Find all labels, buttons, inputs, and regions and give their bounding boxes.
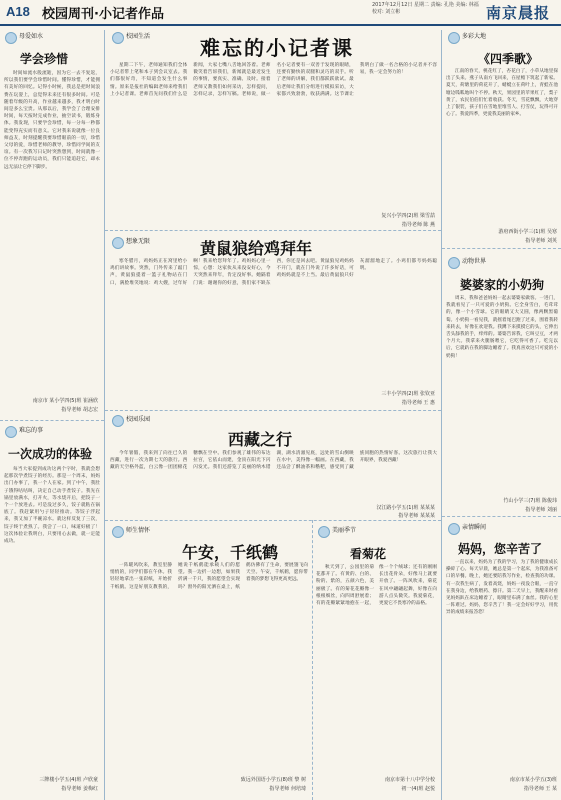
article-author: 南京市 某小学四(5)班 崔涵欣 [32, 398, 98, 404]
tag-label: 动物世界 [462, 258, 487, 265]
tag-circle-icon [112, 32, 124, 44]
column-rule [104, 30, 105, 800]
article-paragraph: 每当大家提到成功这两个字时，我就会想起那次学煮饺子的经历。那是一个周末，妈妈出门办事了，我一个人在家。到了中午，我肚子饿得咕咕叫，决定自己动手煮饺子。我先在锅里放满水，打开火，等水烧开后，把饺子一个一个放进去。可是没过多久，饺子就粘在锅底了。我赶紧用勺子轻轻推动。等饺子浮起来，我又加了半碗凉水。就这样反复了三次，饺子终于煮熟了。我尝了一口，味道好极了！这次体验让我明白，只要用心去做，就一定能成功。 [4, 467, 100, 545]
article-title-main: 难忘的小记者课 [200, 36, 354, 60]
article-teacher: 指导老师 何培琦 [269, 786, 306, 792]
tag-circle-icon [318, 526, 330, 538]
article-teacher: 指导老师 陈 燕 [401, 222, 435, 228]
article-paragraph: 今年暑假，我来到了向往已久的西藏，进行一次为期七天的旅行。西藏的天空格外蓝，白云像一团团棉花糖飘在空中。我们参观了雄伟的布达拉宫，它依山而建，金顶在阳光下闪闪发光。我们还游览了美丽的纳木错湖，湖水清澈见底，远处的雪山倒映在水中，美得像一幅画。在西藏，我还品尝了酥油茶和糌粑，感受到了藏族同胞的热情好客。这次旅行让我大开眼界，我爱西藏！ [110, 451, 437, 471]
article-teacher: 指导老师 王 惠 [401, 400, 435, 406]
article-paragraph: 一阵暖风吹来，教室里静悄悄的，同学们都在午休。我轻轻地拿出一张彩纸，开始折千纸鹤。这是好朋友教我的，她说千纸鹤能承载人们的愿望。我一边折一边想，如果我折满一千只，我的愿望会实现吗？窗外的阳光洒在桌上，纸鹤仿佛有了生命，要展翅飞向天空。午安，千纸鹤，愿你带着我的梦想飞得更高更远。 [110, 563, 308, 590]
tag-mother-love [3, 31, 43, 43]
article-teacher: 指导老师 刘丽 [525, 507, 557, 513]
tag-label: 校园生活 [126, 33, 151, 40]
article-paragraph: 江南的春天，桃花红了，杏花白了，小草从地里探出了头来。燕子从南方飞回来，在屋檐下筑起了新家。夏天，荷塘里的荷花开了，蜻蜓立在荷叶上，青蛙在池塘边呱呱地叫个不停。秋天，果园里的苹果红了，梨子黄了，农民伯伯们忙着收获。冬天，雪花飘飘，大地穿上了银装，孩子们在雪地里堆雪人、打雪仗，玩得可开心了。我爱四季，更爱我美丽的家乡。 [446, 69, 558, 118]
article-author: 南京市某小学五(3)班 [509, 777, 557, 783]
tag-imagination [110, 236, 150, 248]
article-paragraph: 寒冬腊月，鸡妈妈正在窝里给小鸡们讲故事。突然，门外传来了敲门声，黄鼠狼提着一篮子礼物站在门口，满脸堆笑地说：鸡大嫂，过年好啊！我来给您拜年了。鸡妈妈心里一惊，心想：这家伙从来没安好心，今天突然来拜年，肯定没好事。她隔着门说：谢谢你的好意，我们家不缺东西，你还是回去吧。黄鼠狼见鸡妈妈不开门，就在门外说了许多好话，可鸡妈妈就是不上当。最后黄鼠狼只好灰溜溜地走了。小鸡们都夸妈妈聪明。 [110, 259, 437, 286]
section-divider [442, 248, 561, 249]
tag-circle-icon [112, 237, 124, 249]
section-divider [105, 520, 441, 521]
article-author: 汉江路小学五(1)班 某某某 [376, 505, 435, 511]
article-author: 三丰小学四(2)班 张钦亚 [381, 391, 435, 397]
article-paragraph: 秋天到了，公园里的菊花都开了。有黄的、白的、粉的、紫的，五颜六色，美丽极了。有的菊花花瓣像一根根细丝，向四周舒展着；有的花瓣紧紧地抱在一起，像一个个绒球；还有的刚刚长出花骨朵，好像马上就要开放了。一阵风吹来，菊花在风中翩翩起舞，好像在向游人点头微笑。我爱菊花，更爱它不畏寒冷的品格。 [316, 565, 437, 607]
article-body [110, 62, 437, 210]
tag-label: 校园乐园 [126, 416, 151, 423]
article-title: 黄鼠狼给鸡拜年 [200, 239, 313, 258]
article-title: 妈妈，您辛苦了 [458, 542, 543, 556]
tag-growth [3, 425, 43, 437]
article-teacher: 指导老师 王 某 [523, 786, 557, 792]
tag-label: 母爱如水 [19, 33, 44, 40]
tag-colorful-land [446, 31, 486, 43]
article-title: 婆婆家的小奶狗 [460, 278, 545, 292]
article-title: 西藏之行 [228, 430, 293, 449]
tag-campus-fun [110, 414, 150, 426]
article-author: 南京市第十八中学分校 [384, 777, 435, 783]
tag-beautiful-season [316, 525, 356, 537]
tag-animal-world [446, 256, 486, 268]
tag-circle-icon [112, 415, 124, 427]
article-title: 《四季歌》 [478, 52, 539, 66]
article-teacher: 指导老师 某某某 [398, 513, 435, 519]
article-teacher: 指导老师 刘英 [525, 238, 557, 244]
tag-label: 亲情瞬间 [462, 524, 487, 531]
tag-label: 多彩大地 [462, 33, 487, 40]
article-body [446, 559, 558, 773]
article-paragraph: 时间如流水般流逝，因为它一去不复返，所以我们要学会珍惜时间。懂得珍惜，才能拥有美好的回忆。记得小时候，我总是把时间浪费在玩耍上，总觉得未来还有很多时间。可是随着年级的升高，作业越来越多，我才明白时间是多么宝贵。从那以后，我学会了合理安排时间，每天按时完成作业，抽空读书，锻炼身体。我发现，只要学会珍惜，每一分每一秒都能变得充实而有意义。它对我来说就像一位良师益友，时刻提醒我要珍惜眼前的一切，珍惜父母的爱，珍惜老师的教导，珍惜同学间的友谊。有一次我写日记时突然想到，时间就像一位不停奔跑的运动员，我们只能追赶它，却永远无法让它停下脚步。 [4, 71, 100, 170]
tag-circle-icon [448, 32, 460, 44]
tag-school-life [110, 31, 150, 43]
column-rule [441, 30, 442, 800]
article-body [446, 68, 558, 224]
tag-circle-icon [448, 257, 460, 269]
section-divider [312, 520, 314, 800]
issue-meta: 2017年12月12日 星期二 责编: 孔艳 美编: 林福 校对: 刘立彬 [372, 2, 479, 15]
tag-label: 师生情怀 [126, 527, 151, 534]
article-body [4, 70, 100, 392]
article-title: 学会珍惜 [20, 52, 69, 66]
tag-family-moments [446, 522, 486, 534]
article-teacher: 初一(4)班 赵悦 [401, 786, 435, 792]
article-teacher: 指导老师 胡志宏 [61, 407, 98, 413]
page-header [0, 0, 561, 26]
article-author: 游府西街小学三(1)班 吴寒 [498, 229, 557, 235]
article-body [110, 562, 308, 774]
tag-label: 难忘的事 [19, 427, 44, 434]
section-title: 校园周刊·小记者作品 [42, 7, 164, 22]
article-author: 三牌楼小学五(4)班 卢欣童 [39, 777, 98, 783]
article-author: 致远外国语小学五(8)班 黎 树 [240, 777, 306, 783]
article-author: 竹山小学三(7)班 陈俊玮 [503, 498, 557, 504]
tag-label: 美丽季节 [332, 527, 357, 534]
section-divider [105, 230, 441, 231]
article-author: 复兴小学四(2)班 梁雪喆 [381, 213, 435, 219]
article-body [446, 295, 558, 493]
article-body [316, 564, 437, 770]
article-body [110, 450, 437, 502]
tag-circle-icon [448, 523, 460, 535]
section-divider [105, 410, 441, 411]
tag-label: 想象无限 [126, 238, 151, 245]
tag-circle-icon [5, 32, 17, 44]
tag-circle-icon [5, 426, 17, 438]
article-teacher: 指导老师 姜梅红 [61, 786, 98, 792]
article-title: 一次成功的体验 [8, 447, 93, 461]
article-paragraph: 一直以来，妈妈为了我的学习，为了我的健康成长操碎了心。每天早晨，她总是第一个起床，为我准备可口的早餐。晚上，她还要陪我写作业，检查我的功课。有一次我生病了，发着高烧，妈妈一夜没合眼，一直守在我身边，给我喂药、擦汗。第二天早上，我醒来时看见妈妈趴在床边睡着了，眼睛里布满了血丝。我的心里一阵难过。妈妈，您辛苦了！我一定会好好学习，用优异的成绩来报答您！ [446, 560, 558, 616]
newspaper-logo: 南京晨报 [486, 4, 551, 22]
section-divider [442, 516, 561, 517]
article-paragraph: 星期二下午，老师通知我们全体小记者带上笔和本子到会议室去。我们都很好奇，不知道会发生什么事情。原来是报社的编辑老师来给我们上小记者课。老师首先问我们什么是新闻，大家七嘴八舌地回答着。老师微笑着告诉我们，新闻就是最近发生的事情，要真实、准确、及时。接着老师又教我们如何采访，怎样提问，怎样记录，怎样写稿。老师说，做一名小记者要有一双善于发现的眼睛，还要有勤快的双腿和灵巧的双手。听了老师的讲解，我们都跃跃欲试。最后老师让我们分组进行模拟采访，大家都兴致勃勃，收获满满。这节课让我明白了做一名合格的小记者并不容易，我一定会努力的！ [110, 63, 437, 97]
article-body [4, 466, 100, 770]
page-number: A18 [6, 4, 30, 19]
tag-circle-icon [112, 526, 124, 538]
article-title: 看菊花 [350, 547, 387, 561]
article-title: 午安，千纸鹤 [182, 543, 279, 562]
tag-teacher-student [110, 525, 150, 537]
section-divider [0, 420, 104, 421]
article-body [110, 258, 437, 386]
article-paragraph: 周末，我和爸爸妈妈一起去婆婆家做客。一进门，我就看见了一只可爱的小奶狗。它全身雪白，毛茸茸的，像一个小雪球。它的眼睛又大又圆，像两颗黑葡萄。小奶狗一看见我，就摇着尾巴跑了过来，围着我转来转去，好像在欢迎我。我蹲下来摸摸它的头，它伸出舌头舔我的手，痒痒的。婆婆告诉我，它叫豆豆，才两个月大。我拿来火腿肠喂它，它吃得可香了。吃完以后，它就趴在我的脚边睡着了。我真喜欢这只可爱的小奶狗！ [446, 296, 558, 359]
